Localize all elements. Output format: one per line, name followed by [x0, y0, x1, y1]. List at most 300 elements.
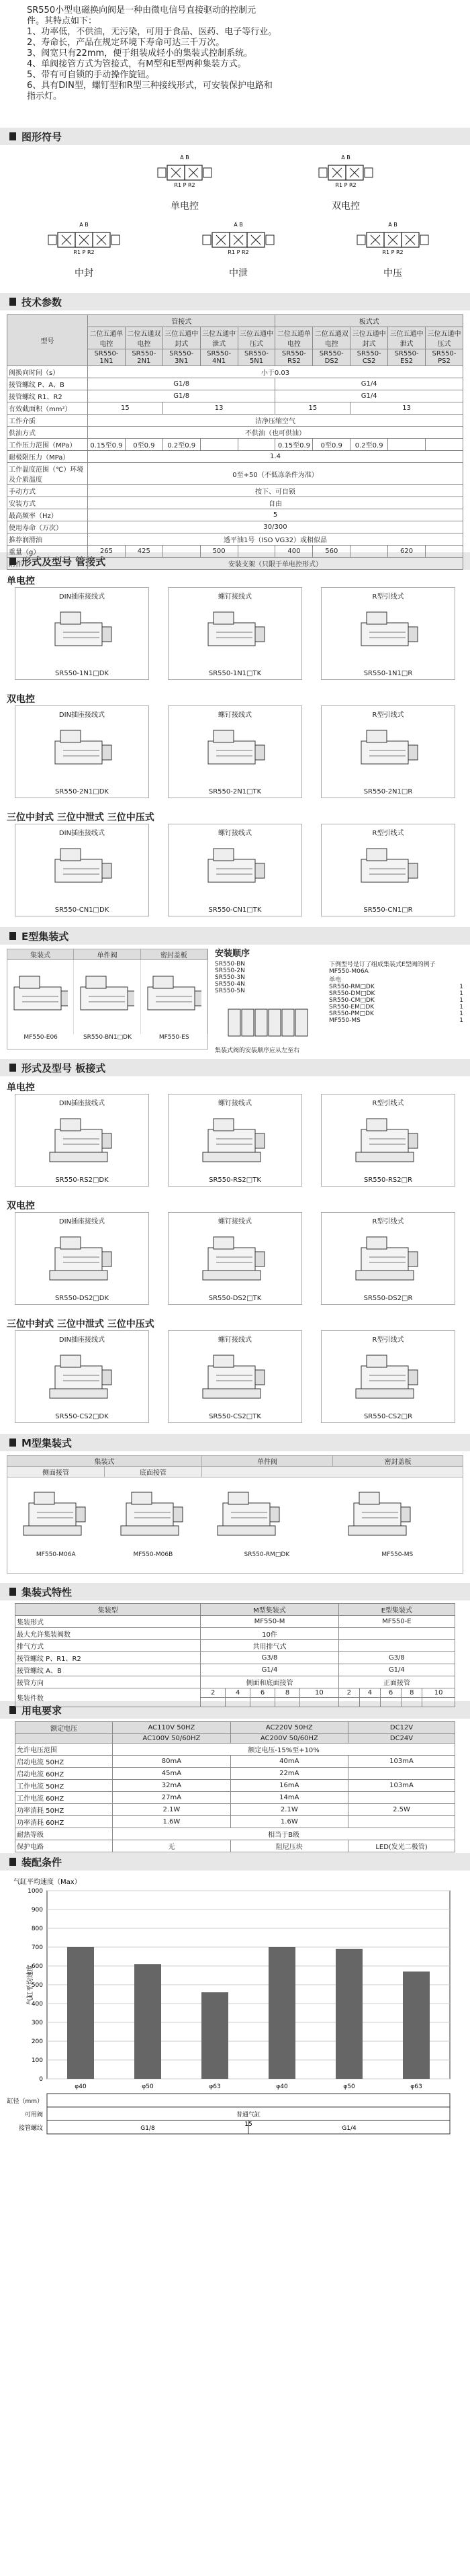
- spec-value: 425: [125, 546, 162, 558]
- valve-symbol-icon: [336, 219, 450, 261]
- spec-key: 使用寿命（万次）: [7, 521, 88, 533]
- col-type: 三位五通中封式: [162, 327, 200, 349]
- intro-line: 4、单阀接管方式为管接式，有M型和E型两种集装方式。: [27, 59, 246, 69]
- list-count: 1: [459, 1017, 463, 1024]
- group-label: 单电控: [7, 1082, 35, 1093]
- pw-value: 1.6W: [113, 1816, 230, 1828]
- etype-section: [0, 945, 470, 1059]
- svg-text:A B: A B: [234, 222, 243, 228]
- col-type: 三位五通中压式: [238, 327, 275, 349]
- chart-title: 装配条件: [21, 1856, 62, 1869]
- order-item: SR550-BN: [215, 961, 245, 968]
- plate-header: [0, 1059, 470, 1076]
- spec-row: [7, 521, 463, 533]
- pw-key: 保护电路: [15, 1840, 113, 1852]
- mf-value: 10件: [201, 1628, 338, 1640]
- card-model: SR550-CS2□R: [363, 1413, 413, 1420]
- mf-count: 4: [226, 1688, 250, 1698]
- valve-drawing-icon: [42, 721, 122, 781]
- card-model: SR550-2N1□DK: [55, 788, 109, 796]
- col-type: 二位五通单电控: [88, 327, 126, 349]
- list-count: 1: [459, 990, 463, 997]
- spec-value: 265: [88, 546, 126, 558]
- chart-xlabel: 缸径（mm）: [7, 2098, 43, 2105]
- card-model: SR550-RS2□R: [363, 1176, 413, 1184]
- spec-key: 重量（g）: [7, 546, 88, 558]
- chart-bar: [336, 1949, 363, 2079]
- spec-key: 工作介质: [7, 415, 88, 427]
- speed-chart: [0, 1871, 470, 2153]
- chart-ytick: 800: [31, 1926, 43, 1932]
- card-row: [0, 824, 470, 925]
- pw-head: AC200V 50/60HZ: [230, 1734, 348, 1744]
- etype-order: [215, 945, 463, 1059]
- manifold-table: [15, 1603, 455, 1707]
- svg-text:A B: A B: [388, 222, 397, 228]
- mf-key: 接管螺纹 A、B: [15, 1664, 201, 1676]
- spec-key: 接管螺纹 R1、R2: [7, 390, 88, 402]
- card-type: 螺钉接线式: [218, 1336, 252, 1344]
- mf-value: 侧面和底面接管: [201, 1676, 338, 1688]
- specs-table: [7, 314, 463, 570]
- valve-drawing-icon: [195, 839, 275, 900]
- mtype-products: [7, 1455, 463, 1574]
- product-card: [168, 1094, 302, 1187]
- list-item: MF550-MS: [329, 1017, 361, 1024]
- card-model: SR550-CN1□TK: [208, 906, 262, 914]
- card-model: SR550-DS2□R: [363, 1295, 413, 1302]
- card-type: 螺钉接线式: [218, 830, 252, 837]
- mtype-sub: 侧面接管: [7, 1467, 105, 1477]
- chart-xtick: φ40: [276, 2084, 288, 2090]
- order-item: SR550-2N: [215, 968, 245, 974]
- product-card: [168, 587, 302, 680]
- spec-row: [7, 439, 463, 451]
- spec-row: [7, 497, 463, 509]
- spec-row: [7, 402, 463, 415]
- valve-drawing-icon: [42, 1109, 122, 1170]
- spec-value: 1.4: [88, 451, 463, 463]
- etype-col-head: 单件阀: [74, 949, 140, 959]
- card-row: [0, 1212, 470, 1313]
- spec-value: 按下、可自锁: [88, 485, 463, 497]
- valve-drawing-icon: [195, 1346, 275, 1406]
- pw-value: 1.6W: [230, 1816, 348, 1828]
- card-model: SR550-DS2□TK: [208, 1295, 262, 1302]
- col-model: SR550-3N1: [162, 349, 200, 366]
- valve-drawing-icon: [42, 1346, 122, 1406]
- manifold-section: [0, 1600, 470, 1701]
- group-label: 三位中封式 三位中泄式 三位中压式: [7, 1319, 154, 1330]
- card-model: SR550-CS2□DK: [55, 1413, 109, 1420]
- card-model: SR550-RS2□DK: [55, 1176, 109, 1184]
- spec-value: [426, 439, 463, 451]
- pw-value: 额定电压-15%至+10%: [113, 1744, 455, 1756]
- mf-key: 接管螺纹 P、R1、R2: [15, 1652, 201, 1664]
- mf-key: 接管方向: [15, 1676, 201, 1688]
- pw-head: 额定电压: [15, 1722, 113, 1734]
- svg-text:R1 P R2: R1 P R2: [228, 249, 249, 255]
- valve-drawing-icon: [348, 1109, 428, 1170]
- etype-products: [7, 949, 208, 1049]
- chart-ytick: 0: [39, 2076, 43, 2083]
- etype-model: MF550-ES: [158, 1034, 189, 1041]
- pw-head: [15, 1734, 113, 1744]
- product-card: [321, 705, 455, 798]
- card-type: DIN插座接线式: [58, 1218, 105, 1226]
- symbol-label: 双电控: [332, 201, 360, 212]
- pw-value: LED(发光二极管): [348, 1840, 455, 1852]
- spec-value: 0.2至0.9: [162, 439, 200, 451]
- valve-drawing-icon: [42, 1228, 122, 1288]
- spec-key: 工作压力范围（MPa）: [7, 439, 88, 451]
- order-item: SR550-3N: [215, 974, 245, 981]
- pw-value: 22mA: [230, 1768, 348, 1780]
- plate-blocks: [0, 1076, 470, 1431]
- spec-value: [388, 439, 426, 451]
- mtype-col-head: 单件阀: [202, 1456, 333, 1466]
- card-type: 螺钉接线式: [218, 593, 252, 601]
- pw-value: 无: [113, 1840, 230, 1852]
- chart-header: [0, 1853, 470, 1871]
- symbol-closed: [27, 219, 141, 280]
- intro-line: 5、带有可自锁的手动操作旋钮。: [27, 70, 155, 80]
- product-card: [321, 1330, 455, 1423]
- card-type: DIN插座接线式: [58, 1336, 105, 1344]
- chart-footer-num: 15: [244, 2121, 252, 2128]
- group-pipe: 管接式: [88, 315, 275, 327]
- spec-value: 30/300: [88, 521, 463, 533]
- svg-text:R1 P R2: R1 P R2: [174, 182, 195, 188]
- list-item: SR550-DM□DK: [329, 990, 375, 997]
- list-item: SR550-RM□DK: [329, 984, 375, 990]
- specs-header: [0, 293, 470, 310]
- spec-value: 0.15至0.9: [88, 439, 126, 451]
- chart-xtick: φ40: [75, 2084, 87, 2090]
- card-row: [0, 1094, 470, 1195]
- mf-count: 2: [338, 1688, 359, 1698]
- mf-head: E型集装式: [338, 1604, 455, 1616]
- svg-text:A B: A B: [180, 155, 189, 161]
- chart-ylabel: 气缸平均速度（Max）: [13, 1879, 81, 1886]
- col-model: SR550-5N1: [238, 349, 275, 366]
- chart-section: [0, 1871, 470, 2153]
- mtype-model: SR550-RM□DK: [244, 1551, 290, 1558]
- spec-key: 耐极限压力（MPa）: [7, 451, 88, 463]
- chart-bar: [201, 1992, 228, 2079]
- mf-count: 6: [381, 1688, 402, 1698]
- spec-value: 15: [88, 402, 163, 415]
- group-label: 双电控: [7, 694, 35, 705]
- svg-text:R1 P R2: R1 P R2: [73, 249, 95, 255]
- list-item: SR550-EM□DK: [329, 1004, 375, 1011]
- symbol-label: 单电控: [171, 201, 199, 212]
- spec-key: 安装方式: [7, 497, 88, 509]
- mf-count: 10: [300, 1688, 339, 1698]
- spec-value: 0.15至0.9: [275, 439, 313, 451]
- pw-value: 16mA: [230, 1780, 348, 1792]
- valve-symbol-icon: [289, 152, 403, 194]
- col-type: 三位五通中封式: [350, 327, 388, 349]
- etype-header: [0, 927, 470, 945]
- card-type: DIN插座接线式: [58, 593, 105, 601]
- intro-line: 指示灯。: [27, 91, 62, 101]
- spec-row: [7, 427, 463, 439]
- intro-line: 件。其特点如下：: [27, 16, 97, 26]
- pw-value: [348, 1768, 455, 1780]
- spec-value: 13: [350, 402, 463, 415]
- list-item: SR550-CM□DK: [329, 997, 375, 1004]
- svg-text:R1 P R2: R1 P R2: [382, 249, 404, 255]
- pw-key: 工作电流 50HZ: [15, 1780, 113, 1792]
- spec-value: [238, 439, 275, 451]
- spec-value: [238, 546, 275, 558]
- card-model: SR550-RS2□TK: [209, 1176, 261, 1184]
- pw-key: 功率消耗 50HZ: [15, 1804, 113, 1816]
- spec-row: [7, 378, 463, 390]
- spec-key: 工作温度范围（℃）环境及介质温度: [7, 463, 88, 485]
- chart-xtick: φ50: [142, 2084, 154, 2090]
- pw-key: 耐热等级: [15, 1828, 113, 1840]
- spec-key: 接管螺纹 P、A、B: [7, 378, 88, 390]
- valve-symbol-icon: [128, 152, 242, 194]
- list-item: MF550-M06A: [329, 968, 369, 975]
- valve-drawing-icon: [195, 603, 275, 663]
- pw-key: 功率消耗 60HZ: [15, 1816, 113, 1828]
- spec-key: 供油方式: [7, 427, 88, 439]
- spec-row: [7, 390, 463, 402]
- pw-value: 32mA: [113, 1780, 230, 1792]
- spec-row: [7, 463, 463, 485]
- symbol-pressure: [336, 219, 450, 280]
- spec-value: 560: [313, 546, 350, 558]
- valve-drawing-icon: [195, 721, 275, 781]
- mtype-sub: 底面接管: [105, 1467, 202, 1477]
- list-count: 1: [459, 984, 463, 990]
- spec-value: [200, 439, 238, 451]
- product-card: [15, 1330, 149, 1423]
- chart-bar: [403, 1971, 430, 2079]
- symbol-label: 中压: [383, 268, 402, 279]
- pw-value: 2.1W: [230, 1804, 348, 1816]
- pw-head: AC110V 50HZ: [113, 1722, 230, 1734]
- etype-col-head: 集装式: [7, 949, 74, 959]
- mtype-model: MF550-M06A: [36, 1551, 76, 1558]
- mf-key: 集装形式: [15, 1616, 201, 1628]
- col-type: 三位五通中泄式: [200, 327, 238, 349]
- mf-value: [338, 1640, 455, 1652]
- spec-value: G1/4: [275, 390, 463, 402]
- mtype-header: [0, 1434, 470, 1451]
- chart-ytick: 400: [31, 2001, 43, 2008]
- card-type: 螺钉接线式: [218, 712, 252, 719]
- mf-key: 排气方式: [15, 1640, 201, 1652]
- col-model: SR550-DS2: [313, 349, 350, 366]
- pw-value: 14mA: [230, 1792, 348, 1804]
- pw-value: 80mA: [113, 1756, 230, 1768]
- card-type: R型引线式: [372, 1100, 404, 1107]
- mf-count: 8: [402, 1688, 422, 1698]
- card-model: SR550-CN1□DK: [54, 906, 109, 914]
- product-card: [321, 1094, 455, 1187]
- card-model: SR550-1N1□DK: [55, 670, 109, 677]
- chart-ytick: 100: [31, 2057, 43, 2064]
- valve-drawing-icon: [67, 967, 134, 1027]
- etype-model: SR550-BN1□DK: [83, 1034, 132, 1041]
- product-card: [15, 1212, 149, 1305]
- list-count: 1: [459, 1004, 463, 1011]
- symbols-title: 图形符号: [21, 130, 62, 143]
- pw-value: [348, 1816, 455, 1828]
- valve-symbol-icon: [181, 219, 295, 261]
- intro-line: 3、阀宽只有22mm，便于组装成轻小的集装式控制系统。: [27, 48, 253, 58]
- order-title: 安装顺序: [215, 949, 250, 959]
- mtype-title: M型集装式: [21, 1436, 72, 1449]
- spec-value: 13: [162, 402, 275, 415]
- spec-row: [7, 509, 463, 521]
- mf-count: 4: [359, 1688, 380, 1698]
- valve-drawing-icon: [1, 967, 68, 1027]
- spec-value: 0至0.9: [125, 439, 162, 451]
- chart-footer-label: 可用阀: [24, 2112, 43, 2118]
- spec-value: 400: [275, 546, 313, 558]
- valve-drawing-icon: [348, 721, 428, 781]
- col-type: 二位五通双电控: [313, 327, 350, 349]
- pw-value: 阻尼压块: [230, 1840, 348, 1852]
- mf-value: G3/8: [338, 1652, 455, 1664]
- chart-footer-label: 接管螺纹: [18, 2125, 43, 2132]
- pipe-blocks: [0, 570, 470, 925]
- mtype-group: 集装式: [7, 1456, 202, 1466]
- product-card: [15, 824, 149, 916]
- col-type: 三位五通中泄式: [388, 327, 426, 349]
- chart-ytick: 300: [31, 2020, 43, 2026]
- col-model: SR550-ES2: [388, 349, 426, 366]
- plate-title: 形式及型号 板接式: [21, 1062, 106, 1074]
- pw-value: 103mA: [348, 1780, 455, 1792]
- etype-col-head: 密封盖板: [141, 949, 207, 959]
- col-model: SR550-4N1: [200, 349, 238, 366]
- pw-value: 27mA: [113, 1792, 230, 1804]
- spec-value: 620: [388, 546, 426, 558]
- product-card: [168, 1212, 302, 1305]
- chart-bar: [67, 1947, 94, 2079]
- card-type: R型引线式: [372, 712, 404, 719]
- power-title: 用电要求: [21, 1704, 62, 1717]
- mf-count: 10: [422, 1688, 455, 1698]
- product-card: [321, 587, 455, 680]
- card-type: R型引线式: [372, 593, 404, 601]
- power-table: [15, 1721, 455, 1852]
- spec-value: 0.2至0.9: [350, 439, 388, 451]
- mf-value: 共用排气式: [201, 1640, 338, 1652]
- group-label: 三位中封式 三位中泄式 三位中压式: [7, 812, 154, 823]
- etype-title: E型集装式: [21, 930, 69, 943]
- chart-footer-value: G1/8: [140, 2125, 155, 2132]
- valve-symbol-icon: [27, 219, 141, 261]
- product-card: [15, 587, 149, 680]
- spec-row: [7, 366, 463, 378]
- card-type: R型引线式: [372, 1336, 404, 1344]
- manifold-title: 集装式特性: [21, 1586, 73, 1598]
- spec-value: 500: [200, 546, 238, 558]
- col-type: 三位五通中压式: [426, 327, 463, 349]
- intro-line: SR550小型电磁换向阀是一种由微电信号直接驱动的控制元: [27, 5, 256, 15]
- symbols-area: [0, 145, 470, 293]
- mf-key: 最大允许集装阀数: [15, 1628, 201, 1640]
- col-model: SR550-PS2: [426, 349, 463, 366]
- pw-head: DC12V: [348, 1722, 455, 1734]
- mtype-section: [0, 1455, 470, 1583]
- svg-text:A B: A B: [341, 155, 350, 161]
- manifold-stack-icon: [222, 1005, 322, 1045]
- spec-value: G1/8: [88, 378, 275, 390]
- symbol-exhaust: [181, 219, 295, 280]
- intro-line: 1、功率低，不供油，无污染，可用于食品、医药、电子等行业。: [27, 27, 277, 37]
- valve-drawing-icon: [113, 1483, 193, 1543]
- group-label: 双电控: [7, 1201, 35, 1211]
- spec-value: [162, 546, 200, 558]
- chart-ytick: 1000: [28, 1888, 43, 1895]
- spec-key: 最高频率（Hz）: [7, 509, 88, 521]
- spec-row: [7, 533, 463, 546]
- valve-drawing-icon: [195, 1109, 275, 1170]
- chart-ylabel-vert: 气缸平均速度: [27, 1965, 34, 2005]
- chart-ytick: 600: [31, 1963, 43, 1970]
- card-model: SR550-2N1□R: [363, 788, 413, 796]
- card-type: DIN插座接线式: [58, 712, 105, 719]
- model-label: 型号: [7, 315, 88, 366]
- spec-row: [7, 558, 463, 570]
- valve-drawing-icon: [134, 967, 201, 1027]
- chart-xtick: φ63: [410, 2084, 422, 2090]
- manifold-header: [0, 1583, 470, 1600]
- symbol-double: [289, 152, 403, 212]
- chart-footer-value: G1/4: [342, 2125, 357, 2132]
- card-type: 螺钉接线式: [218, 1100, 252, 1107]
- power-section: [0, 1719, 470, 1853]
- card-type: 螺钉接线式: [218, 1218, 252, 1226]
- svg-text:A B: A B: [79, 222, 89, 228]
- mf-value: MF550-E: [338, 1616, 455, 1628]
- mf-key: 集装件数: [15, 1688, 201, 1707]
- col-model: SR550-CS2: [350, 349, 388, 366]
- chart-ytick: 700: [31, 1944, 43, 1951]
- mtype-model: MF550-MS: [381, 1551, 414, 1558]
- etype-model: MF550-E06: [23, 1034, 58, 1041]
- spec-value: 安装支架（只限于单电控形式）: [88, 558, 463, 570]
- product-card: [15, 705, 149, 798]
- product-card: [168, 705, 302, 798]
- spec-row: [7, 415, 463, 427]
- valve-drawing-icon: [209, 1483, 290, 1543]
- pw-key: 允许电压范围: [15, 1744, 113, 1756]
- pw-key: 启动电流 50HZ: [15, 1756, 113, 1768]
- card-row: [0, 705, 470, 806]
- spec-row: [7, 546, 463, 558]
- valve-drawing-icon: [195, 1228, 275, 1288]
- spec-value: G1/4: [275, 378, 463, 390]
- card-model: SR550-2N1□TK: [208, 788, 262, 796]
- order-note: 集装式阀的安装顺序应从左至右: [215, 1047, 300, 1054]
- mf-value: G1/4: [201, 1664, 338, 1676]
- product-card: [321, 1212, 455, 1305]
- symbol-label: 中封: [75, 268, 93, 279]
- col-model: SR550-RS2: [275, 349, 313, 366]
- valve-drawing-icon: [42, 603, 122, 663]
- product-card: [168, 824, 302, 916]
- intro-line: 6、具有DIN型，螺钉型和R型三种接线形式，可安装保护电路和: [27, 81, 273, 91]
